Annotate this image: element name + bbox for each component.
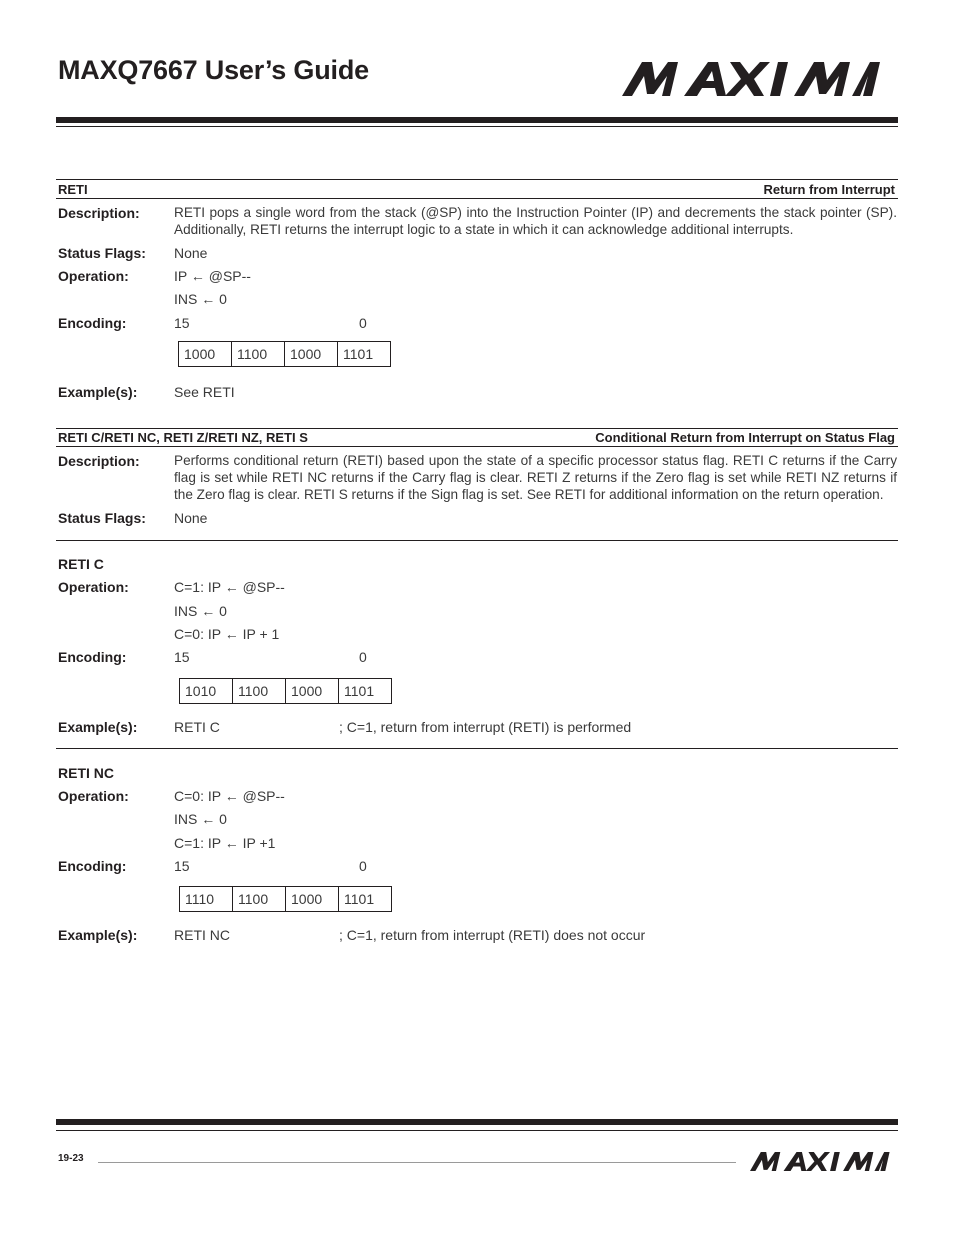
encoding-low-bit: 0 xyxy=(359,649,367,665)
encoding-high-bit: 15 xyxy=(174,315,190,331)
encoding-label: Encoding: xyxy=(58,649,127,665)
footer-rule-thin xyxy=(56,1130,898,1131)
section-rule xyxy=(56,540,898,541)
encoding-nibble: 1000 xyxy=(286,679,339,704)
operation-line: C=1: IP ← @SP-- xyxy=(174,579,285,595)
encoding-nibble: 1100 xyxy=(233,679,286,704)
operation-label: Operation: xyxy=(58,268,129,284)
page-number: 19-23 xyxy=(58,1153,84,1164)
operation-line: C=1: IP ← IP +1 xyxy=(174,835,276,851)
encoding-label: Encoding: xyxy=(58,315,127,331)
encoding-high-bit: 15 xyxy=(174,858,190,874)
reti-c-example: RETI C xyxy=(174,719,220,735)
description-label: Description: xyxy=(58,453,140,469)
encoding-nibble: 1110 xyxy=(180,887,233,912)
reti-nc-example: RETI NC xyxy=(174,927,230,943)
section-rule xyxy=(56,446,898,447)
reti-c-example-comment: ; C=1, return from interrupt (RETI) is performed xyxy=(339,719,632,735)
encoding-table xyxy=(179,678,392,704)
encoding-low-bit: 0 xyxy=(359,315,367,331)
section-rule xyxy=(56,198,898,199)
encoding-nibble: 1000 xyxy=(179,342,232,367)
encoding-low-bit: 0 xyxy=(359,858,367,874)
operation-line: INS ← 0 xyxy=(174,811,227,827)
examples-label: Example(s): xyxy=(58,719,138,735)
encoding-nibble: 1101 xyxy=(338,342,391,367)
page-title: MAXQ7667 User’s Guide xyxy=(58,55,369,85)
encoding-nibble: 1010 xyxy=(180,679,233,704)
description-label: Description: xyxy=(58,205,140,221)
reti-name: RETI xyxy=(58,182,88,197)
encoding-high-bit: 15 xyxy=(174,649,190,665)
reti-example: See RETI xyxy=(174,384,235,400)
maxim-logo-icon xyxy=(750,1152,895,1171)
status-flags-label: Status Flags: xyxy=(58,245,146,261)
reti-cond-description: Performs conditional return (RETI) based upon the state of a specific processor status flag. RETI C returns if the Carry flag is set while RETI NC returns if the Carry flag is clear. RETI Z returns if the Zero flag is set while RETI NZ returns if the Zero flag is clear. RETI S returns if the Sign flag is set. See RETI for additional information on the return operation. xyxy=(174,453,897,502)
reti-description: RETI pops a single word from the stack (@SP) into the Instruction Pointer (IP) and decrements the stack pointer (SP). Additionally, RETI returns the interrupt logic to a state in which it can acknowledge additional interrupts. xyxy=(174,205,897,237)
section-rule xyxy=(56,179,898,180)
status-flags-label: Status Flags: xyxy=(58,510,146,526)
operation-line: INS ← 0 xyxy=(174,291,227,307)
reti-cond-status-flags: None xyxy=(174,510,208,526)
reti-cond-heading: Conditional Return from Interrupt on Status Flag xyxy=(595,430,895,445)
encoding-nibble: 1000 xyxy=(286,887,339,912)
operation-line: INS ← 0 xyxy=(174,603,227,619)
encoding-nibble: 1101 xyxy=(339,887,392,912)
examples-label: Example(s): xyxy=(58,927,138,943)
reti-c-name: RETI C xyxy=(58,556,104,572)
reti-status-flags: None xyxy=(174,245,208,261)
reti-heading: Return from Interrupt xyxy=(763,182,895,197)
section-rule xyxy=(56,748,898,749)
encoding-nibble: 1100 xyxy=(232,342,285,367)
reti-nc-example-comment: ; C=1, return from interrupt (RETI) does not occur xyxy=(339,927,646,943)
header-rule-thin xyxy=(56,126,898,127)
header-rule-thick xyxy=(56,117,898,123)
encoding-nibble: 1100 xyxy=(233,887,286,912)
encoding-label: Encoding: xyxy=(58,858,127,874)
operation-line: C=0: IP ← @SP-- xyxy=(174,788,285,804)
operation-line: IP ← @SP-- xyxy=(174,268,251,284)
encoding-table xyxy=(179,886,392,912)
reti-nc-name: RETI NC xyxy=(58,765,114,781)
reti-cond-name: RETI C/RETI NC, RETI Z/RETI NZ, RETI S xyxy=(58,430,308,445)
section-rule xyxy=(56,428,898,429)
maxim-logo-icon xyxy=(622,62,890,96)
encoding-table xyxy=(178,341,391,367)
operation-label: Operation: xyxy=(58,579,129,595)
examples-label: Example(s): xyxy=(58,384,138,400)
footer-line xyxy=(98,1162,736,1163)
encoding-nibble: 1000 xyxy=(285,342,338,367)
operation-label: Operation: xyxy=(58,788,129,804)
encoding-nibble: 1101 xyxy=(339,679,392,704)
footer-rule-thick xyxy=(56,1119,898,1125)
operation-line: C=0: IP ← IP + 1 xyxy=(174,626,280,642)
